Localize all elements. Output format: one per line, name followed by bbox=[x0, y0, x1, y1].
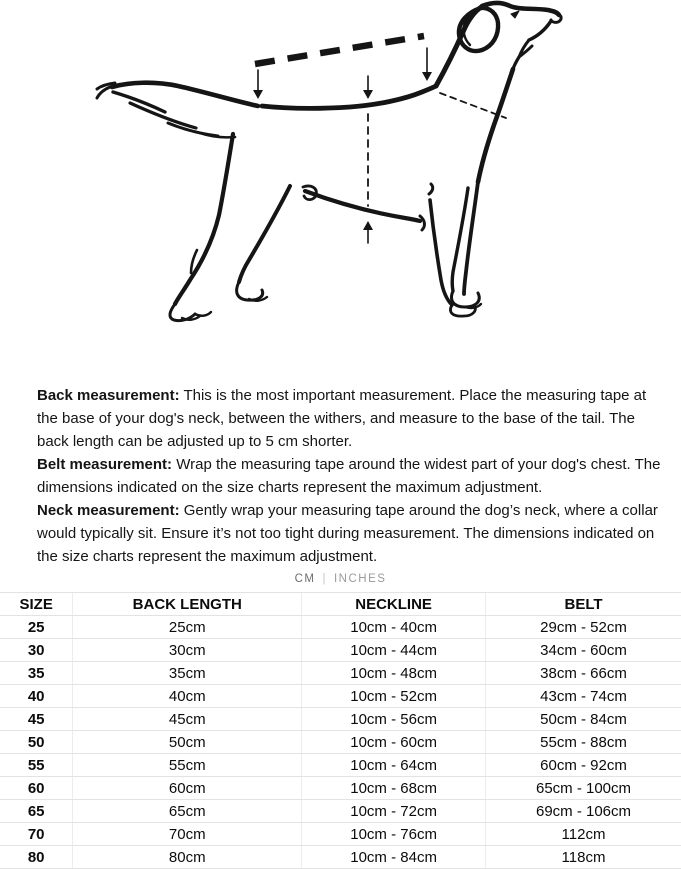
cell-size: 25 bbox=[0, 616, 73, 639]
cell-belt: 34cm - 60cm bbox=[486, 639, 681, 662]
cell-back-length: 70cm bbox=[73, 823, 302, 846]
cell-neckline: 10cm - 40cm bbox=[302, 616, 486, 639]
cell-belt: 65cm - 100cm bbox=[486, 777, 681, 800]
dog-measurement-illustration bbox=[0, 0, 681, 374]
cell-size: 55 bbox=[0, 754, 73, 777]
cell-back-length: 80cm bbox=[73, 846, 302, 869]
cell-size: 70 bbox=[0, 823, 73, 846]
unit-inches-button[interactable]: INCHES bbox=[333, 573, 387, 585]
cell-size: 60 bbox=[0, 777, 73, 800]
belt-measurement-paragraph: Belt measurement: Wrap the measuring tape around the widest part of your dog's chest. The dimensions indicated on the size charts represent the maximum adjustment. bbox=[37, 456, 661, 496]
cell-belt: 38cm - 66cm bbox=[486, 662, 681, 685]
cell-neckline: 10cm - 48cm bbox=[302, 662, 486, 685]
table-row bbox=[0, 708, 681, 731]
cell-belt: 50cm - 84cm bbox=[486, 708, 681, 731]
cell-back-length: 55cm bbox=[73, 754, 302, 777]
cell-neckline: 10cm - 64cm bbox=[302, 754, 486, 777]
back-measurement-label: Back measurement: bbox=[37, 387, 180, 404]
cell-neckline: 10cm - 72cm bbox=[302, 800, 486, 823]
size-table-header-row bbox=[0, 593, 681, 616]
cell-size: 65 bbox=[0, 800, 73, 823]
unit-cm-button[interactable]: CM bbox=[294, 573, 316, 585]
cell-belt: 43cm - 74cm bbox=[486, 685, 681, 708]
unit-toggle-divider: | bbox=[322, 573, 327, 585]
cell-back-length: 35cm bbox=[73, 662, 302, 685]
cell-back-length: 25cm bbox=[73, 616, 302, 639]
belt-measurement-label: Belt measurement: bbox=[37, 456, 173, 473]
dog-line-art bbox=[0, 0, 681, 374]
cell-size: 50 bbox=[0, 731, 73, 754]
unit-toggle bbox=[0, 572, 681, 586]
cell-size: 35 bbox=[0, 662, 73, 685]
cell-size: 80 bbox=[0, 846, 73, 869]
table-row bbox=[0, 639, 681, 662]
header-neckline: NECKLINE bbox=[302, 593, 486, 616]
cell-back-length: 30cm bbox=[73, 639, 302, 662]
table-row bbox=[0, 777, 681, 800]
cell-back-length: 60cm bbox=[73, 777, 302, 800]
table-row bbox=[0, 685, 681, 708]
cell-neckline: 10cm - 44cm bbox=[302, 639, 486, 662]
cell-neckline: 10cm - 84cm bbox=[302, 846, 486, 869]
cell-size: 30 bbox=[0, 639, 73, 662]
cell-belt: 60cm - 92cm bbox=[486, 754, 681, 777]
size-table bbox=[0, 592, 681, 869]
neckline-diagonal-dashed-line bbox=[440, 93, 506, 118]
neck-measurement-label: Neck measurement: bbox=[37, 502, 180, 519]
measure-arrows bbox=[258, 48, 427, 243]
cell-back-length: 50cm bbox=[73, 731, 302, 754]
cell-back-length: 40cm bbox=[73, 685, 302, 708]
back-length-dashed-line bbox=[255, 36, 424, 64]
table-row bbox=[0, 731, 681, 754]
cell-neckline: 10cm - 52cm bbox=[302, 685, 486, 708]
table-row bbox=[0, 616, 681, 639]
header-belt: BELT bbox=[486, 593, 681, 616]
cell-size: 40 bbox=[0, 685, 73, 708]
measurement-instructions bbox=[37, 384, 665, 568]
cell-belt: 55cm - 88cm bbox=[486, 731, 681, 754]
cell-neckline: 10cm - 76cm bbox=[302, 823, 486, 846]
cell-back-length: 65cm bbox=[73, 800, 302, 823]
header-back-length: BACK LENGTH bbox=[73, 593, 302, 616]
cell-neckline: 10cm - 60cm bbox=[302, 731, 486, 754]
header-size: SIZE bbox=[0, 593, 73, 616]
table-row bbox=[0, 823, 681, 846]
cell-neckline: 10cm - 56cm bbox=[302, 708, 486, 731]
table-row bbox=[0, 800, 681, 823]
table-row bbox=[0, 846, 681, 869]
cell-back-length: 45cm bbox=[73, 708, 302, 731]
cell-belt: 112cm bbox=[486, 823, 681, 846]
table-row bbox=[0, 754, 681, 777]
cell-belt: 69cm - 106cm bbox=[486, 800, 681, 823]
cell-belt: 118cm bbox=[486, 846, 681, 869]
cell-belt: 29cm - 52cm bbox=[486, 616, 681, 639]
back-measurement-paragraph: Back measurement: This is the most important measurement. Place the measuring tape at the base of your dog's neck, between the withers, and measure to the base of the tail. The back length can be adjusted up to 5 cm shorter. bbox=[37, 387, 647, 450]
cell-neckline: 10cm - 68cm bbox=[302, 777, 486, 800]
table-row bbox=[0, 662, 681, 685]
cell-size: 45 bbox=[0, 708, 73, 731]
neck-measurement-paragraph: Neck measurement: Gently wrap your measuring tape around the dog’s neck, where a collar would typically sit. Ensure it’s not too tight during measurement. The dimensions indicated on the size charts represent the maximum adjustment. bbox=[37, 502, 658, 565]
